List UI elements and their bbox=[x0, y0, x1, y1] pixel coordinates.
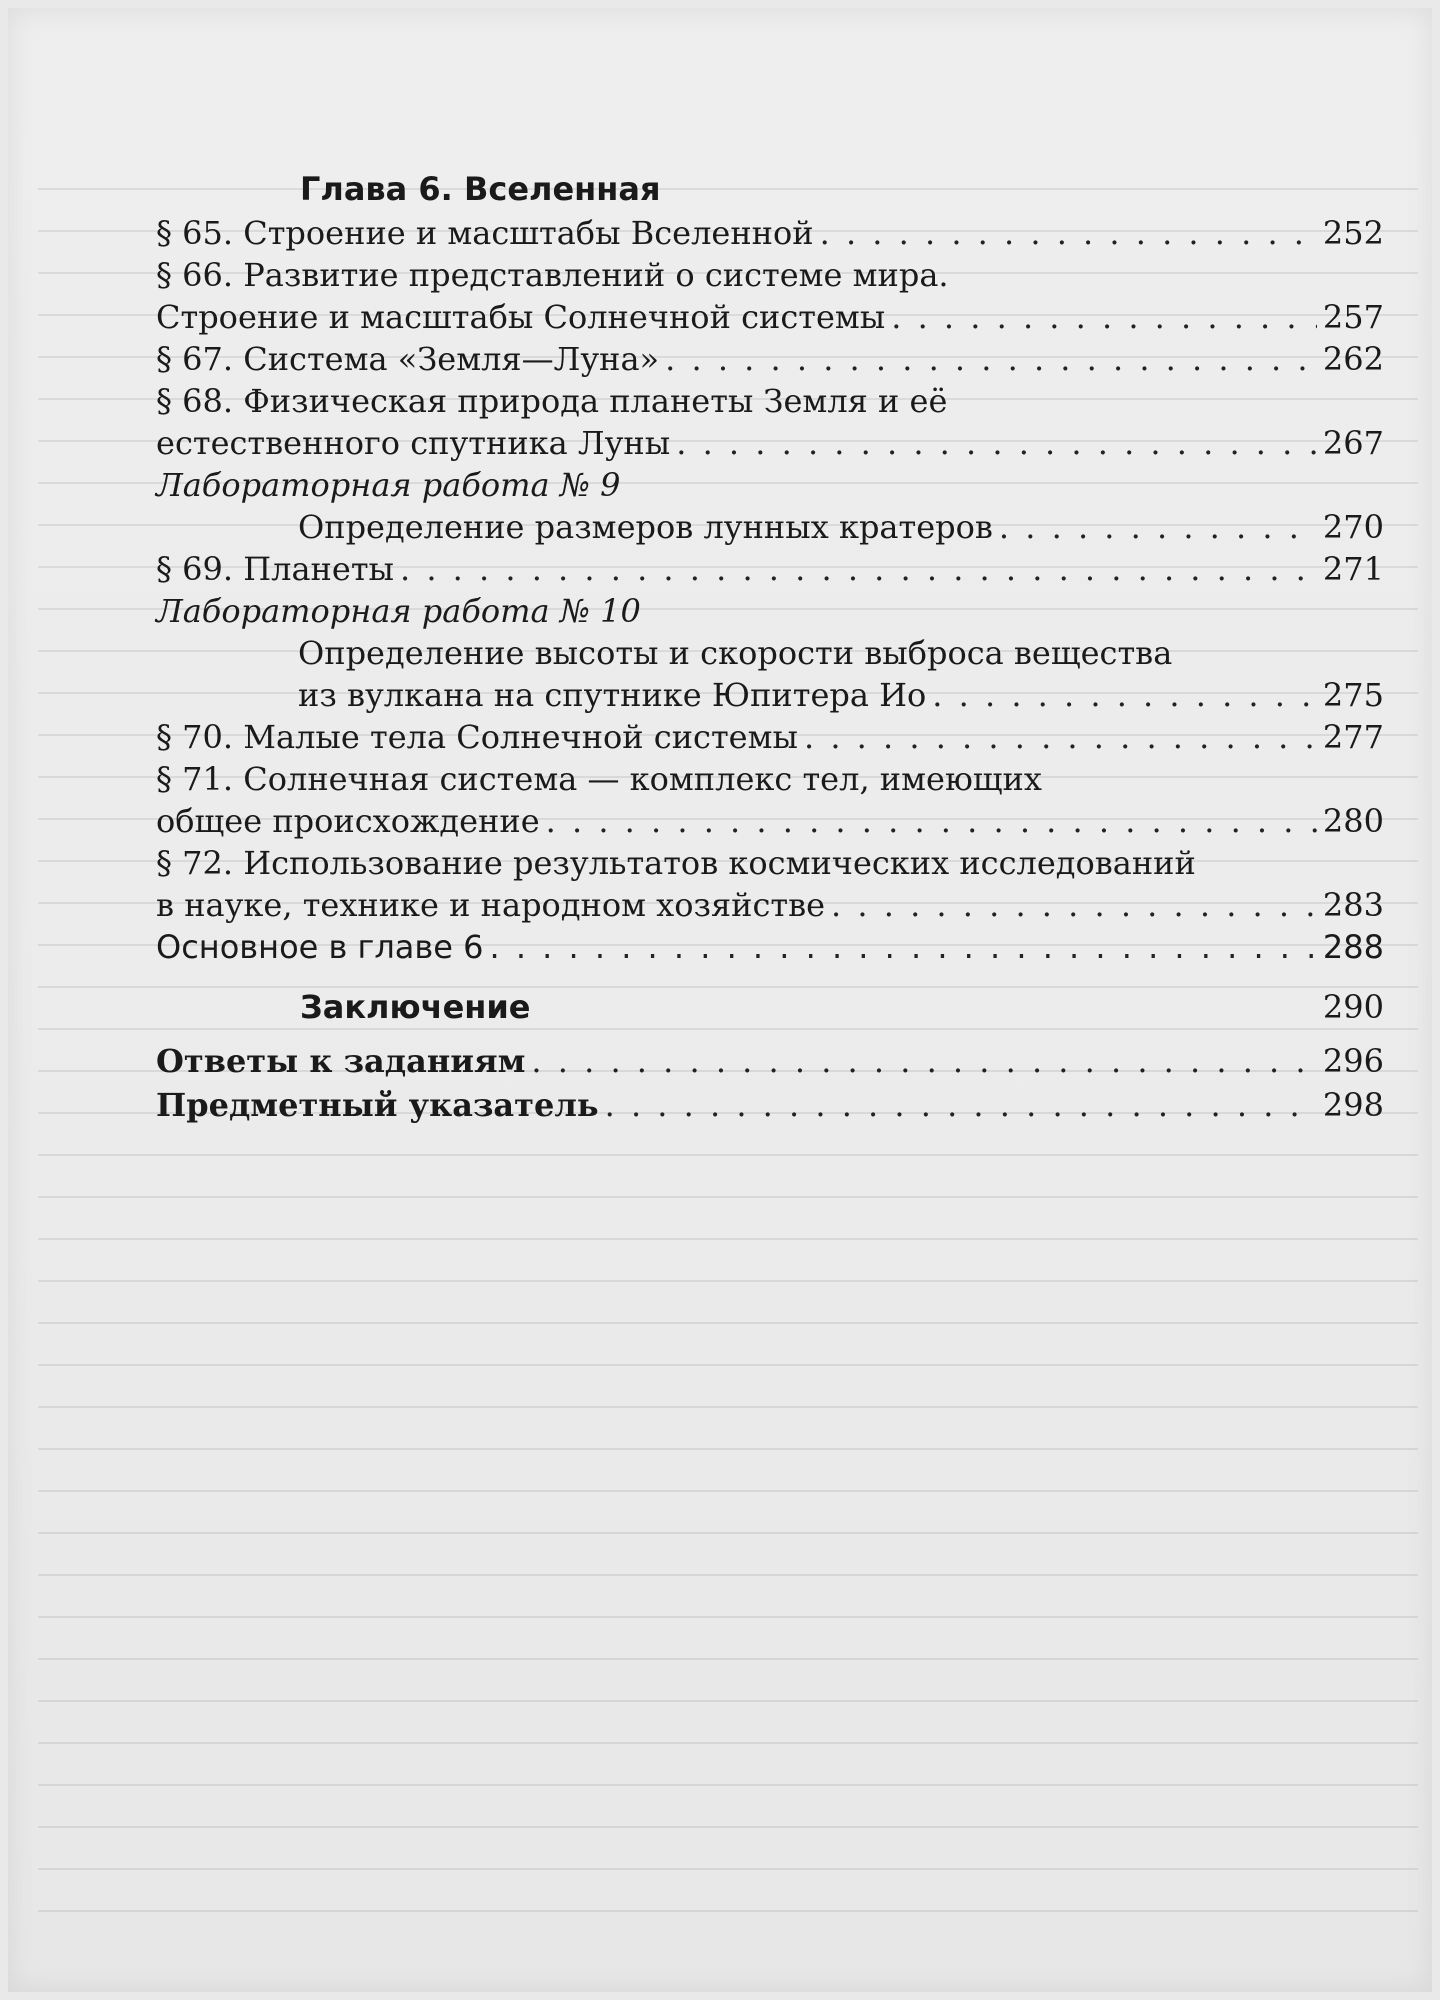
leader-dots bbox=[546, 800, 1317, 842]
leader-dots bbox=[489, 926, 1316, 968]
leader-dots bbox=[891, 296, 1317, 338]
leader-dots bbox=[665, 338, 1317, 380]
toc-page-number: 257 bbox=[1322, 298, 1384, 336]
toc-entry-68[interactable] bbox=[156, 422, 1384, 464]
toc-page-number: 262 bbox=[1322, 340, 1384, 378]
toc-entry-chapter-summary[interactable] bbox=[156, 926, 1384, 968]
toc-entry-lab-10-line1[interactable]: Определение высоты и скорости выброса вещества bbox=[298, 634, 1173, 672]
toc-entry-65[interactable] bbox=[156, 212, 1384, 254]
toc-page-number: 298 bbox=[1322, 1086, 1384, 1124]
toc-page-number: 252 bbox=[1322, 214, 1384, 252]
book-page bbox=[8, 8, 1432, 1992]
toc-entry-title: § 67. Система «Земля—Луна» bbox=[156, 340, 660, 378]
toc-page-number: 296 bbox=[1322, 1042, 1384, 1080]
toc-entry-title: Заключение bbox=[300, 988, 531, 1026]
leader-dots bbox=[932, 674, 1317, 716]
toc-entry-title: Строение и масштабы Солнечной системы bbox=[156, 298, 886, 336]
toc-entry-66-line1[interactable]: § 66. Развитие представлений о системе мира. bbox=[156, 256, 949, 294]
toc-page-number: 277 bbox=[1322, 718, 1384, 756]
toc-entry-subject-index[interactable] bbox=[156, 1084, 1384, 1126]
toc-page-number: 280 bbox=[1322, 802, 1384, 840]
toc-entry-lab-9[interactable] bbox=[156, 506, 1384, 548]
toc-entry-title: Ответы к заданиям bbox=[156, 1042, 526, 1080]
leader-dots bbox=[820, 212, 1317, 254]
toc-entry-71-line1[interactable]: § 71. Солнечная система — комплекс тел, имеющих bbox=[156, 760, 1042, 798]
leader-dots bbox=[531, 1040, 1317, 1082]
toc-entry-70[interactable] bbox=[156, 716, 1384, 758]
toc-page-number: 283 bbox=[1322, 886, 1384, 924]
toc-entry-title: § 70. Малые тела Солнечной системы bbox=[156, 718, 798, 756]
toc-entry-answers[interactable] bbox=[156, 1040, 1384, 1082]
toc-entry-title: Основное в главе 6 bbox=[156, 928, 484, 966]
toc-entry-66[interactable] bbox=[156, 296, 1384, 338]
leader-dots bbox=[831, 884, 1317, 926]
toc-page-number: 288 bbox=[1322, 928, 1384, 966]
toc-entry-71[interactable] bbox=[156, 800, 1384, 842]
toc-page-number: 290 bbox=[1322, 988, 1384, 1026]
toc-entry-title: в науке, технике и народном хозяйстве bbox=[156, 886, 826, 924]
chapter-title: Глава 6. Вселенная bbox=[300, 170, 661, 208]
toc-entry-72[interactable] bbox=[156, 884, 1384, 926]
toc-page-number: 270 bbox=[1322, 508, 1384, 546]
leader-dots bbox=[804, 716, 1317, 758]
toc-page-number: 275 bbox=[1322, 676, 1384, 714]
leader-dots bbox=[605, 1084, 1317, 1126]
toc-page-number: 267 bbox=[1322, 424, 1384, 462]
leader-dots bbox=[676, 422, 1317, 464]
toc-entry-69[interactable] bbox=[156, 548, 1384, 590]
toc-entry-title: Предметный указатель bbox=[156, 1086, 599, 1124]
lab-work-10-heading: Лабораторная работа № 10 bbox=[156, 592, 641, 630]
toc-entry-title: Определение размеров лунных кратеров bbox=[298, 508, 993, 546]
table-of-contents bbox=[156, 168, 1384, 1126]
lab-work-9-heading: Лабораторная работа № 9 bbox=[156, 466, 621, 504]
toc-entry-lab-10[interactable] bbox=[156, 674, 1384, 716]
toc-page-number: 271 bbox=[1322, 550, 1384, 588]
toc-entry-title: § 65. Строение и масштабы Вселенной bbox=[156, 214, 814, 252]
toc-entry-title: общее происхождение bbox=[156, 802, 540, 840]
leader-dots bbox=[400, 548, 1317, 590]
toc-entry-72-line1[interactable]: § 72. Использование результатов космических исследований bbox=[156, 844, 1196, 882]
toc-entry-68-line1[interactable]: § 68. Физическая природа планеты Земля и её bbox=[156, 382, 948, 420]
toc-entry-67[interactable] bbox=[156, 338, 1384, 380]
leader-dots bbox=[999, 506, 1317, 548]
toc-entry-title: естественного спутника Луны bbox=[156, 424, 671, 462]
toc-entry-conclusion[interactable] bbox=[156, 986, 1384, 1028]
toc-entry-title: § 69. Планеты bbox=[156, 550, 394, 588]
toc-entry-title: из вулкана на спутнике Юпитера Ио bbox=[298, 676, 927, 714]
